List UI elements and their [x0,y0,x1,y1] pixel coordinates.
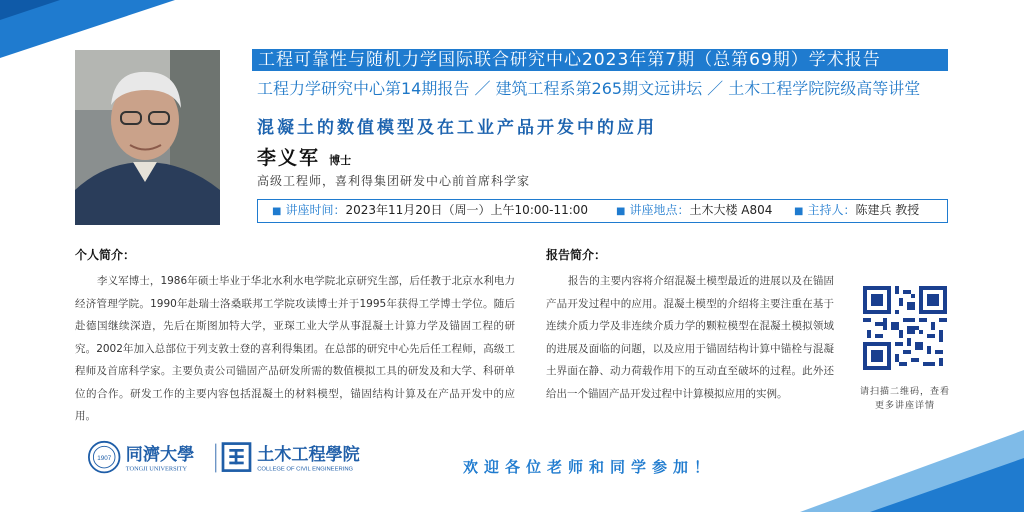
qr-code[interactable] [863,286,947,370]
series-banner: 工程可靠性与随机力学国际联合研究中心2023年第7期（总第69期）学术报告 [252,49,948,71]
talk-title: 混凝土的数值模型及在工业产品开发中的应用 [257,118,657,138]
corner-decoration-bottom-right [800,430,1024,512]
speaker-degree: 博士 [329,154,352,167]
svg-text:COLLEGE OF CIVIL ENGINEERING: COLLEGE OF CIVIL ENGINEERING [257,466,354,473]
lecture-host: ■ 主持人：陈建兵 教授 [794,203,920,217]
bio-text: 李义军博士，1986年硕士毕业于华北水利水电学院北京研究生部，后任教于北京水利电力经济管理学院。1990年赴瑞士洛桑联邦工学院攻读博士并于1995年获得工学博士学位。随后赴德国继续深造，先后在斯图加特大学，亚琛工业大学从事混凝土计算力学及锚固工程的研究。2002年加入总部位于列支敦士登的喜利得集团。在总部的研究中心先后任工程师，高级工程师及首席科学家。主要负责公司锚固产品研发所需的数值模拟工具的研发及和大学、科研单位的合作。研发工作的主要内容包括混凝土的材料模型，锚固结构计算及在产品开发中的应用。 [75,275,515,422]
speaker-name: 李义军 [257,147,321,169]
qr-caption: 请扫描二维码，查看更多讲座详情 [860,387,951,411]
speaker-position: 高级工程师，喜利得集团研发中心前首席科学家 [257,174,531,188]
welcome-message: 欢迎各位老师和同学参加！ [463,458,716,476]
lecture-time: ■ 讲座时间：2023年11月20日（周一）上午10:00-11:00 [272,203,589,217]
square-bullet-icon: ■ [794,206,804,217]
sub-series-banner: 工程力学研究中心第14期报告 ／ 建筑工程系第265期文远讲坛 ／ 土木工程学院院级高等讲堂 [257,79,921,98]
svg-text:土木工程學院: 土木工程學院 [257,444,360,465]
square-bullet-icon: ■ [272,206,282,217]
abstract-heading: 报告简介： [546,248,607,262]
svg-text:同濟大學: 同濟大學 [125,444,195,465]
square-bullet-icon: ■ [616,206,626,217]
speaker-heading [257,143,351,170]
svg-text:1907: 1907 [97,454,112,462]
university-logos [72,440,392,476]
bio-heading: 个人简介： [75,248,136,262]
lecture-place: ■ 讲座地点：土木大楼 A804 [616,203,773,217]
abstract-text: 报告的主要内容将介绍混凝土模型最近的进展以及在锚固产品开发过程中的应用。混凝土模型的介绍将主要注重在基于连续介质力学及非连续介质力学的颗粒模型在混凝土模拟领域的进展及面临的问题，以及应用于锚固结构计算中锚栓与混凝土界面在静、动力荷载作用下的互动直至破坏的过程。此外还给出一个锚固产品开发过程中计算模拟应用的实例。 [546,275,834,400]
lecture-info-bar [257,199,948,223]
speaker-photo [75,50,220,225]
svg-text:TONGJI UNIVERSITY: TONGJI UNIVERSITY [125,465,188,473]
